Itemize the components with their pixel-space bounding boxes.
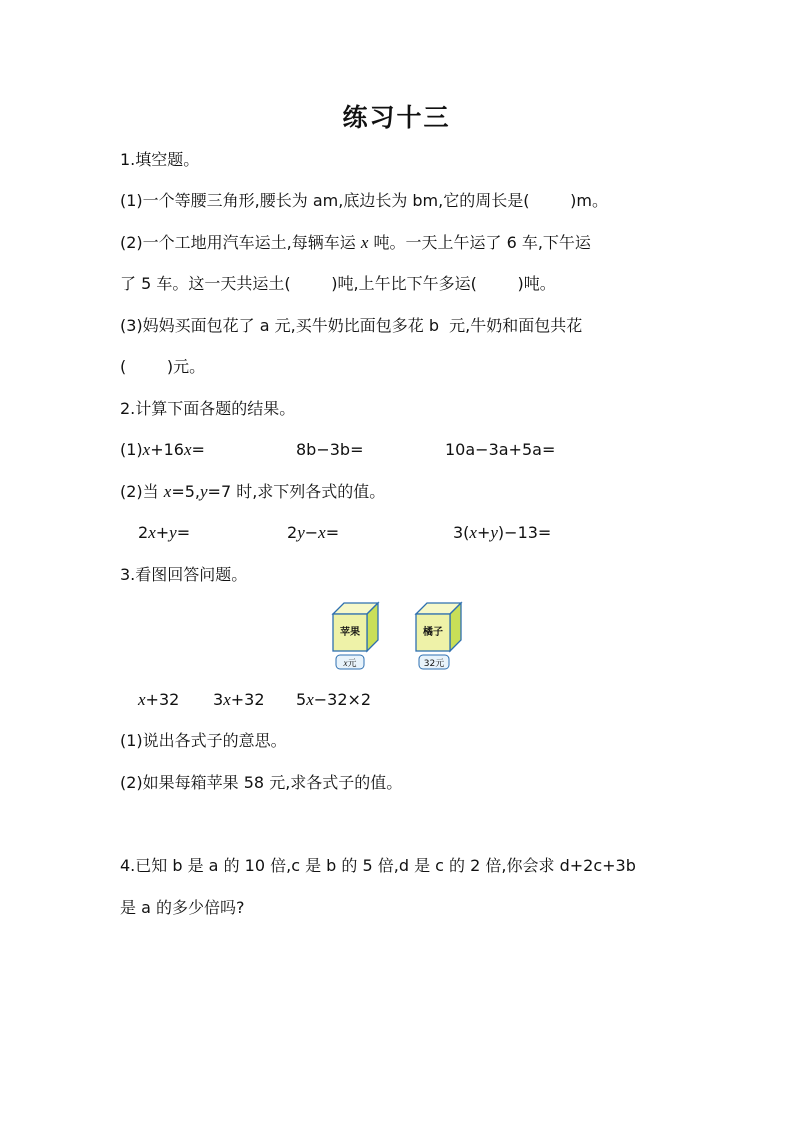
q3-expr-3 — [296, 690, 371, 710]
text: (2)当 — [120, 482, 164, 501]
q1-item-2-line-2: 了 5 车。这一天共运土( )吨,上午比下午多运( )吨。 — [120, 274, 556, 293]
q1-heading: 1.填空题。 — [120, 150, 200, 169]
q2-condition — [120, 482, 385, 502]
text: 2 — [138, 523, 149, 542]
apple-box — [333, 603, 378, 669]
text: − — [304, 523, 319, 542]
q1-item-3-line-1: (3)妈妈买面包花了 a 元,买牛奶比面包多花 b 元,牛奶和面包共花 — [120, 316, 583, 335]
q4-line-2: 是 a 的多少倍吗? — [120, 898, 245, 917]
text: +32 — [145, 690, 180, 709]
q2-expr-5 — [287, 523, 339, 543]
page-title: 练习十三 — [342, 103, 451, 132]
q2-expr-1 — [120, 440, 205, 460]
apple-label: 苹果 — [340, 627, 360, 638]
q3-expr-2 — [213, 690, 265, 710]
var-y: y — [169, 523, 177, 542]
text: =7 时,求下列各式的值。 — [207, 482, 386, 501]
text: (2)一个工地用汽车运土,每辆车运 — [120, 233, 361, 252]
text: = — [176, 523, 191, 542]
var-x: x — [318, 523, 326, 542]
q1-item-2-line-1 — [120, 233, 591, 253]
unit: 元 — [347, 659, 357, 669]
q2-expr-3: 10a−3a+5a= — [445, 440, 556, 459]
var-x: x — [148, 523, 156, 542]
q2-expr-4 — [138, 523, 190, 543]
text: −32×2 — [313, 690, 372, 709]
text: )−13= — [497, 523, 552, 542]
text: = — [191, 440, 205, 459]
var-y: y — [490, 523, 498, 542]
text: 3( — [453, 523, 470, 542]
var-y: y — [199, 482, 208, 501]
q2-expr-6 — [453, 523, 551, 543]
text: + — [476, 523, 491, 542]
var-x: x — [343, 658, 348, 668]
text: =5, — [171, 482, 200, 501]
q1-item-1: (1)一个等腰三角形,腰长为 am,底边长为 bm,它的周长是( )m。 — [120, 191, 608, 210]
var-x: x — [138, 690, 146, 709]
var-x: x — [469, 523, 477, 542]
q3-heading: 3.看图回答问题。 — [120, 565, 248, 584]
q3-expr-1 — [138, 690, 179, 710]
text: = — [325, 523, 340, 542]
q1-item-3-line-2: ( )元。 — [120, 357, 206, 376]
var-y: y — [297, 523, 305, 542]
var-x: x — [163, 482, 172, 501]
var-x: x — [223, 690, 231, 709]
apple-price — [342, 658, 356, 669]
fruit-boxes-figure — [330, 600, 470, 672]
var-x: x — [360, 233, 369, 252]
text: +32 — [230, 690, 265, 709]
q2-heading: 2.计算下面各题的结果。 — [120, 399, 296, 418]
orange-box — [416, 603, 461, 669]
q4-line-1: 4.已知 b 是 a 的 10 倍,c 是 b 的 5 倍,d 是 c 的 2 倍,你会求 d+2c+3b — [120, 856, 636, 875]
text: 3 — [213, 690, 224, 709]
q2-expr-2: 8b−3b= — [296, 440, 364, 459]
text: +16 — [150, 440, 184, 459]
var-x: x — [306, 690, 314, 709]
var-x: x — [142, 440, 151, 459]
var-x: x — [183, 440, 192, 459]
prefix: (1) — [120, 440, 143, 459]
text: 2 — [287, 523, 298, 542]
orange-price: 32元 — [423, 659, 445, 669]
text: + — [155, 523, 170, 542]
q3-sub-1: (1)说出各式子的意思。 — [120, 731, 287, 750]
q3-sub-2: (2)如果每箱苹果 58 元,求各式子的值。 — [120, 773, 403, 792]
orange-label: 橘子 — [423, 627, 443, 638]
text: 5 — [296, 690, 307, 709]
text: 吨。一天上午运了 6 车,下午运 — [368, 233, 591, 252]
